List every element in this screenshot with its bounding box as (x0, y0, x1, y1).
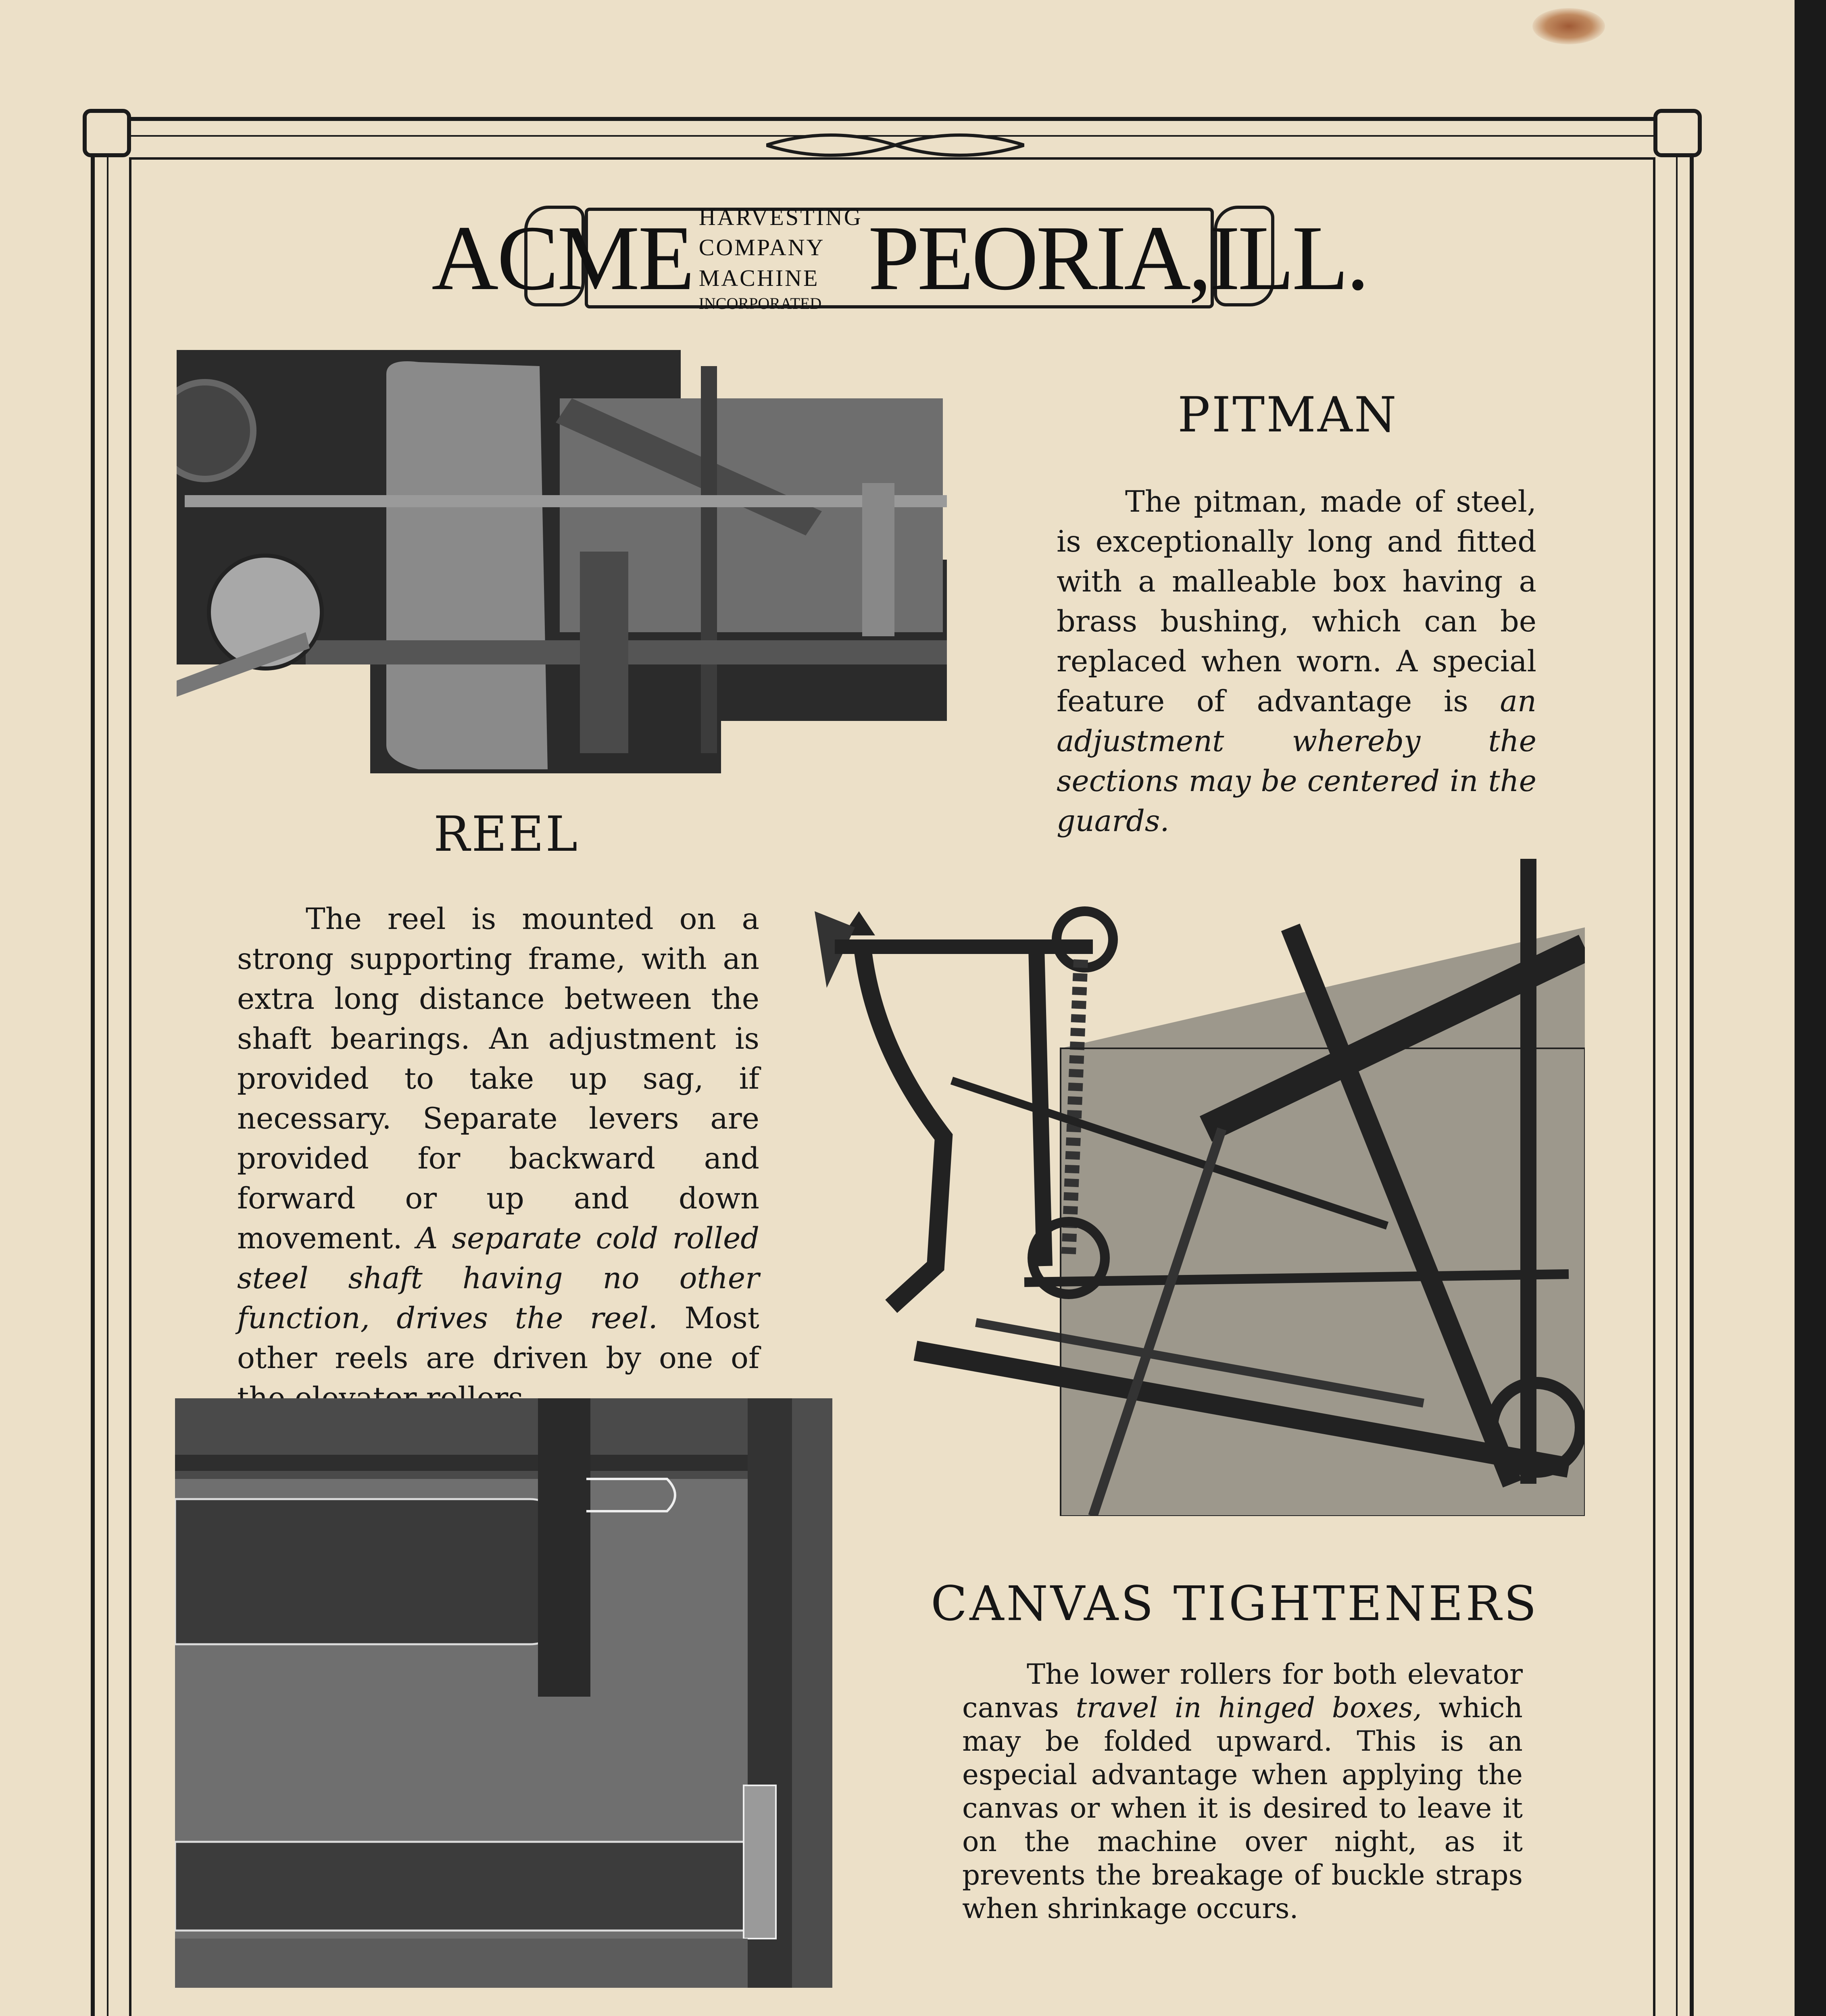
border-top-ornament (766, 121, 1024, 169)
canvas-paragraph (962, 1658, 1523, 1926)
paper-stain (1532, 8, 1605, 44)
canvas-photo-illustration (175, 1398, 832, 1988)
reel-body-emphasis: A separate cold rolled steel shaft having no other function, drives the reel. (237, 1221, 759, 1335)
logo-line-top: HARVESTING COMPANY (698, 204, 863, 261)
pitman-body-emphasis: an adjustment whereby the sections may be centered in the guards. (1057, 684, 1536, 838)
border-corner-ornament (83, 109, 131, 157)
reel-heading: REEL (434, 806, 579, 862)
logo-city: PEORIA,ILL. (868, 206, 1367, 309)
canvas-body: The lower rollers for both elevator canvas (962, 1658, 1523, 1724)
pitman-photo-illustration (177, 350, 947, 773)
pitman-heading: PITMAN (1178, 387, 1398, 443)
page-edge-shadow (1795, 0, 1826, 2016)
logo-brand: ACME (431, 206, 693, 309)
pitman-body: The pitman, made of steel, is exceptionally long and fitted with a malleable box having a brass bushing, which can be replaced when worn. A special feature of advantage is (1057, 485, 1536, 719)
pitman-photo (177, 350, 947, 773)
reel-body-tail: Most other reels are driven by one of (237, 1301, 759, 1375)
header-logo (431, 204, 1367, 313)
canvas-photo (175, 1398, 832, 1988)
canvas-heading: CANVAS TIGHTENERS (931, 1576, 1539, 1631)
reel-photo (803, 847, 1585, 1516)
logo-line-incorporated: INCORPORATED (698, 294, 822, 313)
reel-body: The reel is mounted on a strong supporting frame, with an extra long distance between the shaft bearings. An adjustment is provided to take up sag, if necessary. Separate levers are provided for backward and forward or up and down movement. (237, 902, 759, 1256)
border-corner-ornament (1653, 109, 1702, 157)
logo-line-machine: MACHINE (698, 264, 819, 291)
canvas-body-emphasis: travel in hinged boxes, (1076, 1692, 1422, 1724)
pitman-paragraph (1057, 482, 1536, 841)
footer-banner (464, 2012, 1303, 2016)
canvas-body-tail: which may be folded upward. This is an especial advantage when applying the canvas or when it is desired to leave it on the machine over night, as it prevents the breakage of buckle straps when shrinkage occurs. (962, 1692, 1523, 1925)
logo-company-lines (699, 202, 863, 314)
reel-photo-illustration (803, 847, 1585, 1516)
header-banner (431, 198, 1367, 319)
reel-paragraph (237, 899, 759, 1418)
